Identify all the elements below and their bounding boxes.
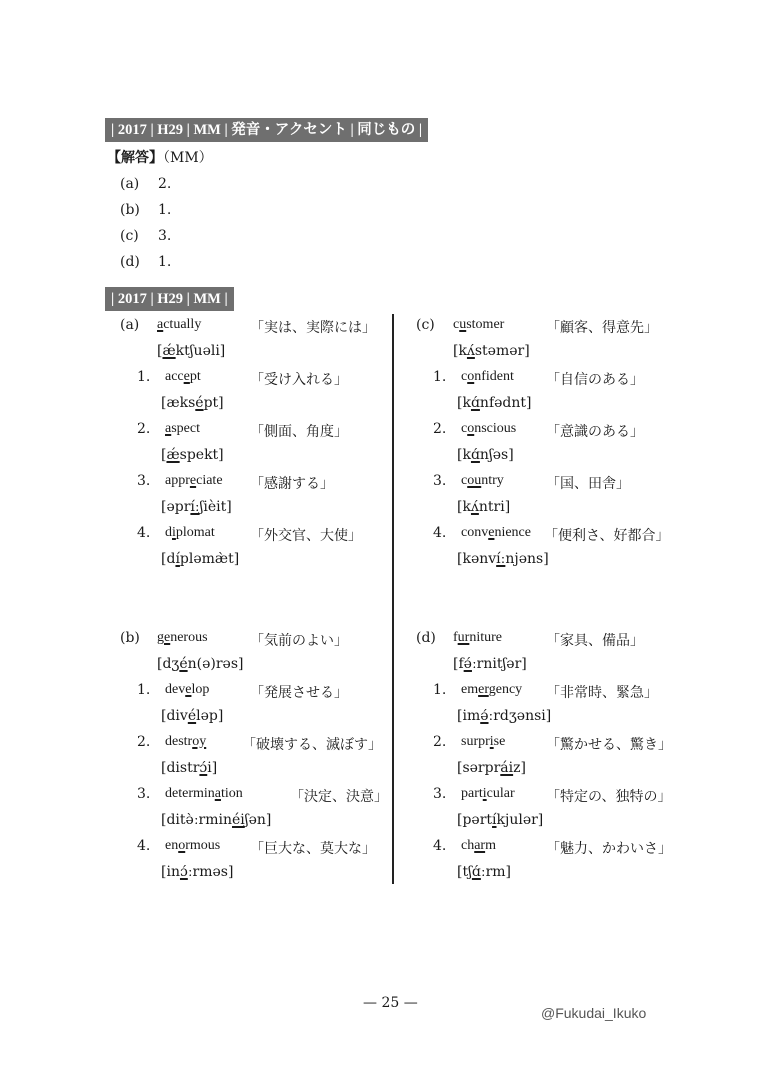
choice-number: 1. xyxy=(433,682,447,698)
headword-meaning: 「気前のよい」 xyxy=(250,633,348,649)
stressed-phoneme: ɑ́ xyxy=(471,864,481,880)
choice-meaning: 「自信のある」 xyxy=(546,372,644,388)
author-credit: @Fukudai_Ikuko xyxy=(541,1005,647,1021)
headword-meaning: 「家具、備品」 xyxy=(546,633,644,649)
group-label: (a) xyxy=(120,317,140,333)
choice-meaning: 「魅力、かわいさ」 xyxy=(546,841,672,857)
choice-number: 1. xyxy=(137,369,151,385)
choice-number: 2. xyxy=(137,734,151,750)
choice-word: develop xyxy=(165,682,210,697)
choice-word: determination xyxy=(165,786,243,801)
stressed-letters: oy xyxy=(192,734,207,749)
choice-number: 4. xyxy=(433,525,447,541)
choice-meaning: 「便利さ、好都合」 xyxy=(544,528,670,544)
group-label: (c) xyxy=(416,317,435,333)
stressed-phoneme: ʌ́ xyxy=(470,499,479,515)
choice-number: 4. xyxy=(137,838,151,854)
stressed-letters: e xyxy=(189,473,197,488)
stressed-letters: a xyxy=(165,421,172,436)
stressed-phoneme: íː xyxy=(496,551,506,567)
choice-word: appreciate xyxy=(165,473,223,488)
choice-word: destroy xyxy=(165,734,207,749)
choice-word: aspect xyxy=(165,421,200,436)
choice-meaning: 「破壊する、滅ぼす」 xyxy=(242,737,382,753)
choice-meaning: 「外交官、大使」 xyxy=(250,528,362,544)
stressed-letters: ar xyxy=(474,838,486,853)
stressed-phoneme: ǽ xyxy=(166,447,180,463)
choice-number: 3. xyxy=(137,473,151,489)
choice-word: confident xyxy=(461,369,514,384)
choice-pronunciation: [inɔ́ːrməs] xyxy=(161,864,234,880)
stressed-letters: o xyxy=(467,369,475,384)
stressed-phoneme: í xyxy=(175,551,180,567)
choice-pronunciation: [kɑ́nʃəs] xyxy=(457,447,514,463)
stressed-phoneme: ǽ xyxy=(162,343,176,359)
stressed-letters: e xyxy=(488,525,495,540)
headword-meaning: 「顧客、得意先」 xyxy=(546,320,658,336)
stressed-phoneme: é xyxy=(195,395,204,411)
answer-row: (a) 2. xyxy=(120,176,172,192)
stressed-letters: a xyxy=(157,317,164,332)
choice-number: 2. xyxy=(137,421,151,437)
choice-pronunciation: [tʃɑ́ːrm] xyxy=(457,864,512,880)
choice-number: 4. xyxy=(433,838,447,854)
stressed-phoneme: ái xyxy=(500,760,514,776)
choice-number: 4. xyxy=(137,525,151,541)
choice-number: 1. xyxy=(137,682,151,698)
choice-pronunciation: [ditə̀ːrminéiʃən] xyxy=(161,812,272,828)
choice-meaning: 「感謝する」 xyxy=(250,476,334,492)
headword-pronunciation: [kʌ́stəmər] xyxy=(453,343,530,359)
stressed-letters: o xyxy=(467,421,475,436)
stressed-phoneme: ɑ́ xyxy=(470,447,480,463)
stressed-letters: e xyxy=(164,630,171,645)
stressed-letters: i xyxy=(172,525,176,540)
stressed-letters: o xyxy=(178,838,186,853)
section-header-vocab: | 2017 | H29 | MM | xyxy=(105,287,234,311)
choice-meaning: 「驚かせる、驚き」 xyxy=(546,737,672,753)
stressed-phoneme: ɔ́ xyxy=(199,760,208,776)
stressed-letters: e xyxy=(183,369,190,384)
choice-pronunciation: [kɑ́nfədnt] xyxy=(457,395,532,411)
stressed-letters: a xyxy=(214,786,221,801)
headword-pronunciation: [ǽktʃuəli] xyxy=(157,343,226,359)
choice-word: convenience xyxy=(461,525,531,540)
headword: generous xyxy=(157,630,208,645)
stressed-phoneme: ʌ́ xyxy=(466,343,475,359)
stressed-phoneme: éi xyxy=(232,812,245,828)
answer-row: (b) 1. xyxy=(120,202,172,218)
choice-word: conscious xyxy=(461,421,517,436)
stressed-letters: ou xyxy=(467,473,482,488)
choice-number: 2. xyxy=(433,421,447,437)
stressed-phoneme: ɑ́ xyxy=(470,395,480,411)
answer-row: (c) 3. xyxy=(120,228,172,244)
choice-pronunciation: [dípləmæ̀t] xyxy=(161,551,240,567)
choice-word: surprise xyxy=(461,734,506,749)
stressed-phoneme: ə́ xyxy=(480,708,489,724)
choice-pronunciation: [pərtíkjulər] xyxy=(457,812,544,828)
group-label: (b) xyxy=(120,630,140,646)
choice-word: charm xyxy=(461,838,496,853)
choice-meaning: 「意識のある」 xyxy=(546,424,644,440)
choice-pronunciation: [ǽspekt] xyxy=(161,447,224,463)
stressed-phoneme: ə́ xyxy=(463,656,472,672)
choice-number: 2. xyxy=(433,734,447,750)
headword-meaning: 「実は、実際には」 xyxy=(250,320,376,336)
stressed-letters: e xyxy=(185,682,192,697)
choice-pronunciation: [æksépt] xyxy=(161,395,224,411)
choice-pronunciation: [sərpráiz] xyxy=(457,760,526,776)
section-header-answers: | 2017 | H29 | MM | 発音・アクセント | 同じもの | xyxy=(105,118,428,142)
column-divider xyxy=(392,314,394,884)
stressed-letters: i xyxy=(482,786,487,801)
choice-word: particular xyxy=(461,786,515,801)
choice-pronunciation: [divéləp] xyxy=(161,708,224,724)
choice-word: enormous xyxy=(165,838,221,853)
choice-pronunciation: [kənvíːnjəns] xyxy=(457,551,549,567)
choice-pronunciation: [distrɔ́i] xyxy=(161,760,218,776)
choice-pronunciation: [kʌ́ntri] xyxy=(457,499,511,515)
choice-meaning: 「受け入れる」 xyxy=(250,372,348,388)
stressed-letters: ur xyxy=(457,630,470,645)
choice-number: 3. xyxy=(433,473,447,489)
stressed-phoneme: ɔ́ xyxy=(179,864,188,880)
group-label: (d) xyxy=(416,630,436,646)
choice-meaning: 「決定、決意」 xyxy=(290,789,388,805)
stressed-phoneme: é xyxy=(187,708,197,724)
choice-pronunciation: [əpríːʃièit] xyxy=(161,499,232,515)
choice-meaning: 「発展させる」 xyxy=(250,685,348,701)
choice-meaning: 「非常時、緊急」 xyxy=(546,685,658,701)
choice-meaning: 「側面、角度」 xyxy=(250,424,348,440)
headword-pronunciation: [fə́ːrnitʃər] xyxy=(453,656,527,672)
stressed-phoneme: íː xyxy=(190,499,200,515)
answer-row: (d) 1. xyxy=(120,254,172,270)
stressed-letters: er xyxy=(478,682,489,697)
headword: actually xyxy=(157,317,202,332)
choice-number: 3. xyxy=(137,786,151,802)
answer-title: 【解答】（MM） xyxy=(107,150,213,166)
stressed-phoneme: í xyxy=(492,812,497,828)
headword: furniture xyxy=(453,630,502,645)
choice-pronunciation: [imə́ːrdʒənsi] xyxy=(457,708,552,724)
headword-pronunciation: [dʒén(ə)rəs] xyxy=(157,656,244,672)
choice-word: accept xyxy=(165,369,201,384)
choice-word: diplomat xyxy=(165,525,215,540)
choice-number: 3. xyxy=(433,786,447,802)
choice-meaning: 「国、田舎」 xyxy=(546,476,630,492)
choice-meaning: 「巨大な、莫大な」 xyxy=(250,841,376,857)
page-number: — 25 — xyxy=(363,995,418,1011)
choice-word: country xyxy=(461,473,504,488)
choice-meaning: 「特定の、独特の」 xyxy=(546,789,672,805)
headword: customer xyxy=(453,317,505,332)
stressed-letters: u xyxy=(459,317,467,332)
choice-number: 1. xyxy=(433,369,447,385)
stressed-phoneme: é xyxy=(179,656,188,672)
stressed-letters: i xyxy=(489,734,494,749)
choice-word: emergency xyxy=(461,682,523,697)
